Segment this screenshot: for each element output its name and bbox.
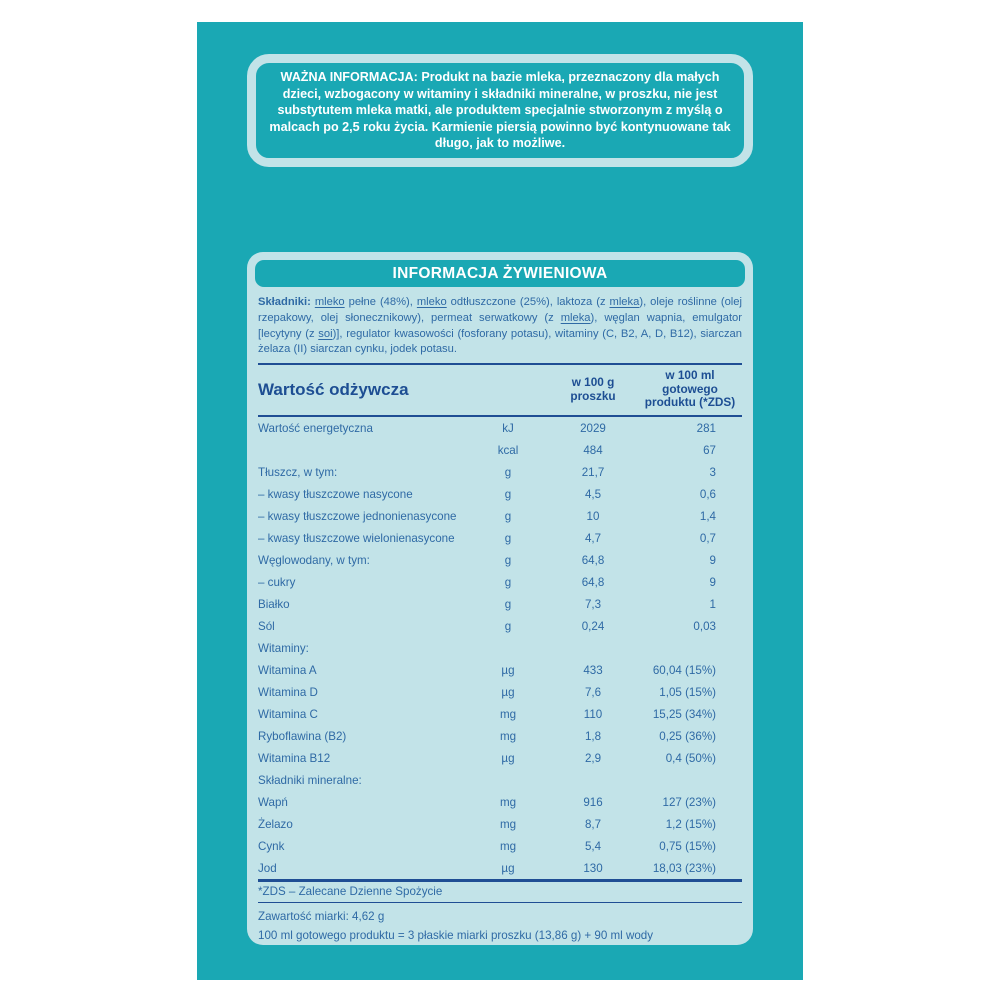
row-value-per-100ml: 18,03 (23%) bbox=[652, 861, 716, 875]
row-value-per-100ml: 60,04 (15%) bbox=[652, 663, 716, 677]
ingredient-segment: ), oleje roślinne (olej rzepakowy, olej słonecznikowy), permeat serwatkowy (z bbox=[258, 296, 742, 324]
row-unit: g bbox=[504, 465, 512, 479]
row-unit: g bbox=[504, 509, 512, 523]
row-value-per-100g: 10 bbox=[586, 509, 600, 523]
row-unit: µg bbox=[501, 663, 515, 677]
column-header-per-100g: w 100 g proszku bbox=[570, 375, 616, 403]
scoop-info bbox=[258, 903, 742, 945]
row-label: Witamina A bbox=[258, 663, 317, 677]
row-value-per-100ml: 1,4 bbox=[699, 509, 716, 523]
ingredient-segment: )], regulator kwasowości (fosforany potasu), witaminy (C, B2, A, D, B12), siarczan żelaza (II) siarczan cynku, jodek potasu. bbox=[258, 327, 742, 356]
table-row bbox=[258, 549, 742, 571]
row-value-per-100ml: 15,25 (34%) bbox=[652, 707, 716, 721]
column-header-nutrient: Wartość odżywcza bbox=[258, 379, 409, 399]
row-value-per-100g: 130 bbox=[583, 861, 603, 875]
row-label: Składniki mineralne: bbox=[258, 773, 362, 787]
allergen-highlight: mleka bbox=[560, 311, 591, 324]
row-value-per-100ml: 9 bbox=[709, 575, 716, 589]
table-row bbox=[258, 725, 742, 747]
nutrition-information-box bbox=[247, 252, 753, 945]
table-row bbox=[258, 483, 742, 505]
nutrition-title: INFORMACJA ŻYWIENIOWA bbox=[392, 264, 608, 282]
table-row bbox=[258, 857, 742, 879]
row-value-per-100ml: 1,05 (15%) bbox=[659, 685, 716, 699]
row-label: – cukry bbox=[258, 575, 296, 589]
row-label: Jod bbox=[258, 861, 277, 875]
nutrition-content bbox=[255, 287, 745, 945]
row-value-per-100ml: 67 bbox=[703, 443, 716, 457]
row-value-per-100ml: 1,2 (15%) bbox=[665, 817, 716, 831]
table-row bbox=[258, 439, 742, 461]
row-value-per-100ml: 9 bbox=[709, 553, 716, 567]
row-unit: g bbox=[504, 531, 512, 545]
row-value-per-100ml: 281 bbox=[696, 421, 716, 435]
row-value-per-100g: 5,4 bbox=[584, 839, 602, 853]
zds-footnote: *ZDS – Zalecane Dzienne Spożycie bbox=[258, 885, 443, 899]
row-label: Sól bbox=[258, 619, 275, 633]
row-unit: g bbox=[504, 619, 512, 633]
row-value-per-100ml: 0,75 (15%) bbox=[659, 839, 716, 853]
row-label: Ryboflawina (B2) bbox=[258, 729, 347, 743]
table-row bbox=[258, 593, 742, 615]
row-unit: mg bbox=[499, 707, 517, 721]
allergen-highlight: mleko bbox=[416, 296, 447, 308]
table-row bbox=[258, 835, 742, 857]
table-row bbox=[258, 703, 742, 725]
row-value-per-100g: 7,6 bbox=[584, 685, 602, 699]
allergen-highlight: mleka bbox=[609, 296, 640, 308]
row-label: Witaminy: bbox=[258, 641, 309, 655]
row-value-per-100g: 21,7 bbox=[581, 465, 605, 479]
row-label: Białko bbox=[258, 597, 290, 611]
row-unit: g bbox=[504, 553, 512, 567]
row-label: Witamina C bbox=[258, 707, 318, 721]
ingredient-segment: ), węglan wapnia, emulgator [lecytyny (z bbox=[258, 311, 743, 340]
table-row bbox=[258, 813, 742, 835]
row-label: Wartość energetyczna bbox=[258, 421, 373, 435]
row-unit: kcal bbox=[497, 443, 519, 457]
preparation-line: 100 ml gotowego produktu = 3 płaskie miarki proszku (13,86 g) + 90 ml wody bbox=[258, 929, 654, 943]
row-unit: mg bbox=[499, 729, 517, 743]
row-unit: kJ bbox=[502, 421, 514, 435]
row-value-per-100g: 4,5 bbox=[584, 487, 602, 501]
product-label-panel bbox=[197, 22, 803, 980]
row-value-per-100g: 8,7 bbox=[584, 817, 602, 831]
nutrition-title-band bbox=[255, 260, 745, 287]
row-value-per-100g: 7,3 bbox=[584, 597, 602, 611]
row-value-per-100ml: 0,7 bbox=[699, 531, 716, 545]
row-label: Żelazo bbox=[258, 817, 293, 831]
row-value-per-100g: 2,9 bbox=[584, 751, 602, 765]
row-label: Witamina B12 bbox=[258, 751, 331, 765]
row-value-per-100g: 1,8 bbox=[584, 729, 602, 743]
row-unit: µg bbox=[501, 751, 515, 765]
scoop-content-line: Zawartość miarki: 4,62 g bbox=[258, 910, 385, 924]
row-value-per-100ml: 1 bbox=[709, 597, 716, 611]
row-unit: µg bbox=[501, 861, 515, 875]
row-value-per-100ml: 0,03 bbox=[693, 619, 716, 633]
row-value-per-100ml: 3 bbox=[709, 465, 716, 479]
table-row bbox=[258, 505, 742, 527]
table-row bbox=[258, 417, 742, 439]
row-value-per-100g: 64,8 bbox=[581, 575, 605, 589]
row-value-per-100g: 64,8 bbox=[581, 553, 605, 567]
important-information-box bbox=[247, 54, 753, 167]
row-unit: g bbox=[504, 575, 512, 589]
table-row bbox=[258, 527, 742, 549]
table-header-row bbox=[258, 365, 742, 415]
row-unit: g bbox=[504, 597, 512, 611]
row-value-per-100ml: 0,6 bbox=[699, 487, 716, 501]
allergen-highlight: mleko bbox=[314, 296, 345, 308]
ingredients-paragraph bbox=[258, 295, 742, 358]
row-unit: mg bbox=[499, 817, 517, 831]
table-row bbox=[258, 615, 742, 637]
row-value-per-100ml: 0,4 (50%) bbox=[665, 751, 716, 765]
row-value-per-100g: 484 bbox=[583, 443, 603, 457]
row-value-per-100g: 4,7 bbox=[584, 531, 602, 545]
row-value-per-100g: 110 bbox=[583, 707, 603, 721]
row-label: Witamina D bbox=[258, 685, 318, 699]
row-value-per-100g: 433 bbox=[583, 663, 603, 677]
row-value-per-100g: 2029 bbox=[580, 421, 606, 435]
row-value-per-100g: 0,24 bbox=[581, 619, 605, 633]
table-row bbox=[258, 747, 742, 769]
nutrition-table-body bbox=[258, 417, 742, 879]
table-row bbox=[258, 681, 742, 703]
table-row bbox=[258, 791, 742, 813]
ingredient-segment: pełne (48%), bbox=[344, 296, 417, 308]
row-unit: mg bbox=[499, 839, 517, 853]
allergen-highlight: soi bbox=[318, 327, 333, 340]
row-label: – kwasy tłuszczowe jednonienasycone bbox=[258, 509, 457, 523]
row-label: Węglowodany, w tym: bbox=[258, 553, 370, 567]
column-header-per-100ml: w 100 ml gotowego produktu (*ZDS) bbox=[644, 368, 736, 410]
row-value-per-100ml: 0,25 (36%) bbox=[659, 729, 716, 743]
row-value-per-100g: 916 bbox=[583, 795, 603, 809]
table-row bbox=[258, 461, 742, 483]
row-label: – kwasy tłuszczowe wielonienasycone bbox=[258, 531, 455, 545]
ingredient-segment: odtłuszczone (25%), laktoza (z bbox=[446, 296, 610, 308]
row-label: Tłuszcz, w tym: bbox=[258, 465, 338, 479]
table-section-row bbox=[258, 637, 742, 659]
table-row bbox=[258, 571, 742, 593]
row-unit: mg bbox=[499, 795, 517, 809]
row-value-per-100ml: 127 (23%) bbox=[662, 795, 716, 809]
row-label: – kwasy tłuszczowe nasycone bbox=[258, 487, 413, 501]
row-unit: µg bbox=[501, 685, 515, 699]
row-unit: g bbox=[504, 487, 512, 501]
ingredient-segment: Składniki: bbox=[258, 296, 315, 308]
table-section-row bbox=[258, 769, 742, 791]
row-label: Cynk bbox=[258, 839, 285, 853]
row-label: Wapń bbox=[258, 795, 288, 809]
important-information-text: WAŻNA INFORMACJA: Produkt na bazie mleka, przeznaczony dla małych dzieci, wzbogacony w witaminy i składniki mineralne, w proszku, nie jest substytutem mleka matki, ale produktem specjalnie stworzonym z myślą o malcach po 2,5 roku życia. Karmienie piersią powinno być kontynuowane tak długo, jak to możliwe. bbox=[269, 70, 731, 151]
table-row bbox=[258, 659, 742, 681]
